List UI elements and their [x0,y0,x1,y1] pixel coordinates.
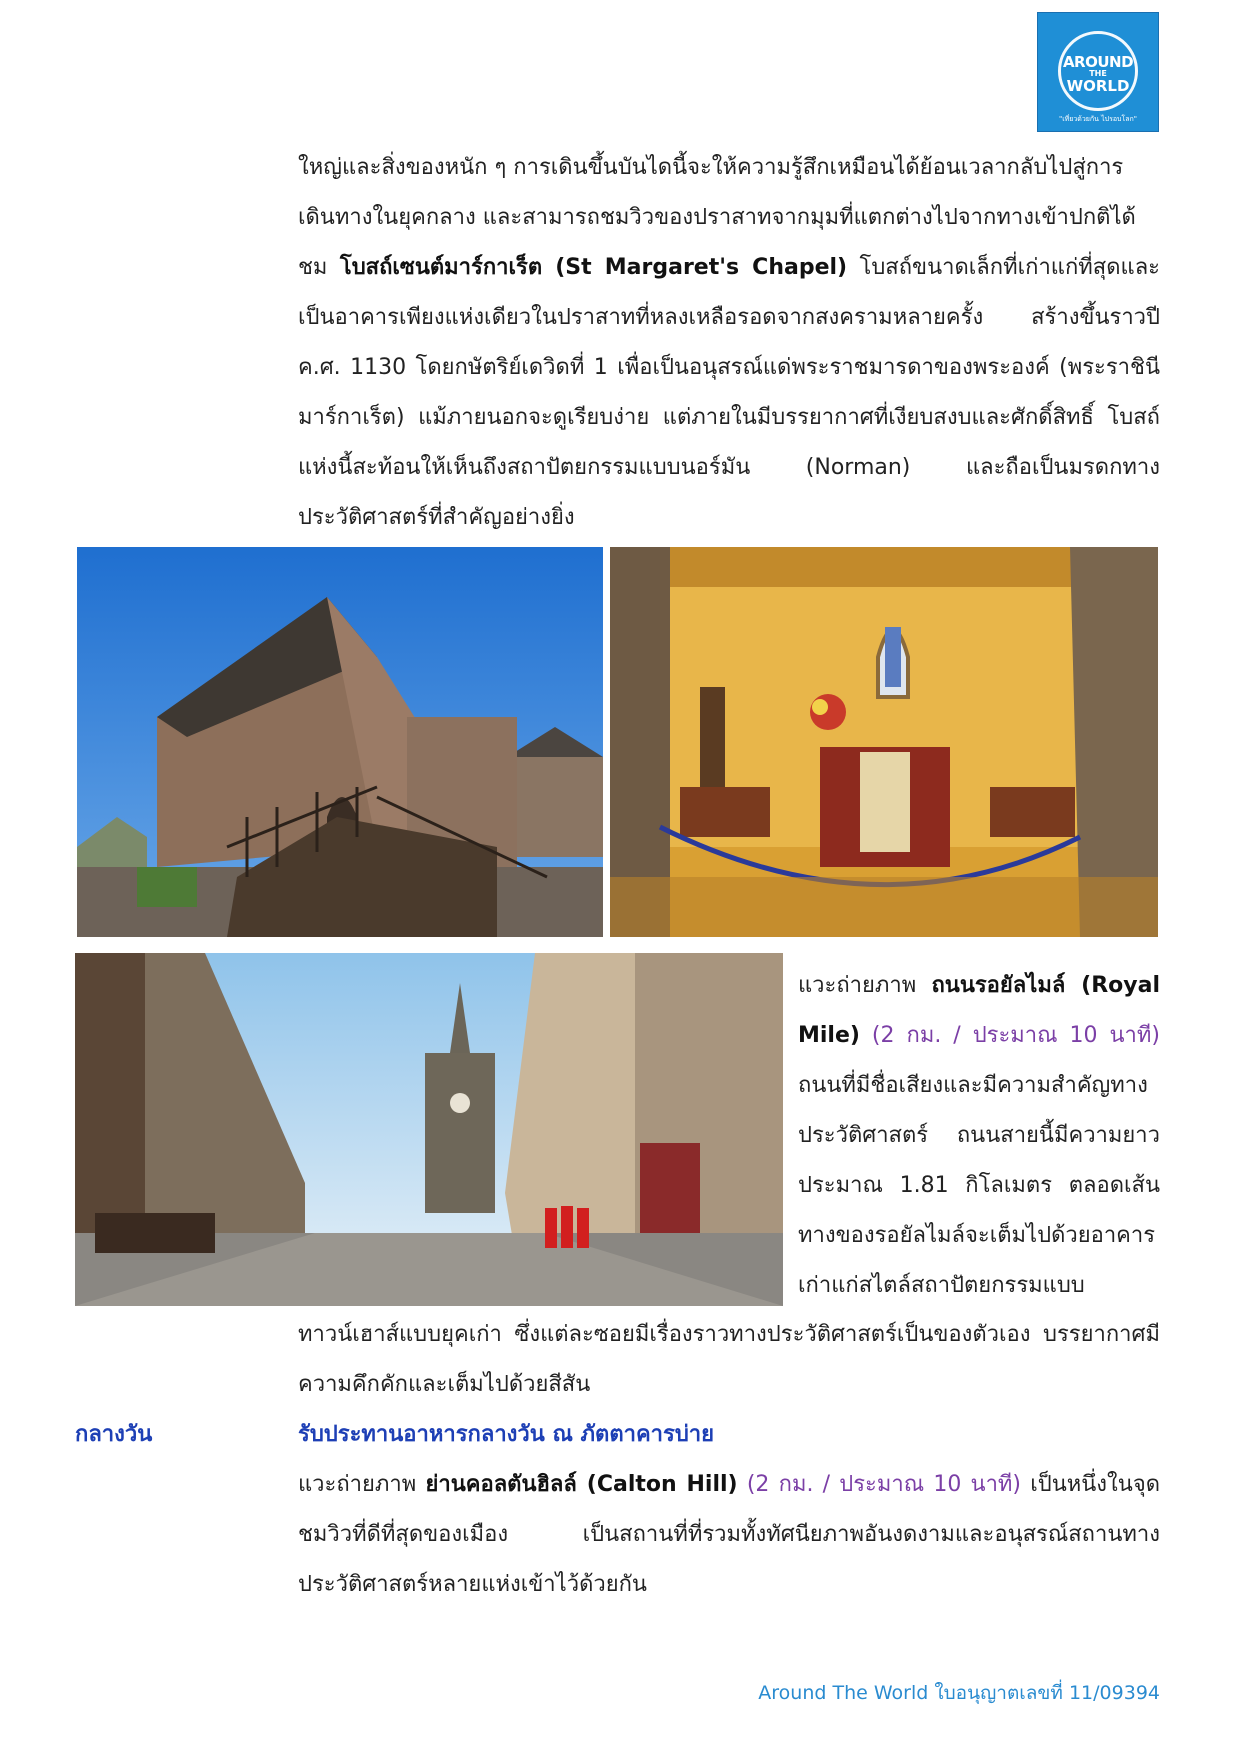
royal-mile-continuation: ทาวน์เฮาส์แบบยุคเก่า ซึ่งแต่ละซอยมีเรื่องราวทางประวัติศาสตร์เป็นของตัวเอง บรรยากาศมีความคึกคักและเต็มไปด้วยสีสัน [298,1322,1160,1397]
company-logo [1037,12,1159,132]
royal-mile-photo [75,953,783,1306]
calton-hill-distance: (2 กม. / ประมาณ 10 นาที) [737,1472,1022,1497]
royal-mile-description: ถนนที่มีชื่อเสียงและมีความสำคัญทางประวัติศาสตร์ ถนนสายนี้มีความยาวประมาณ 1.81 กิโลเมตร ตลอดเส้นทางของรอยัลไมล์จะเต็มไปด้วยอาคารเก่าแก่สไตล์สถาปัตยกรรมแบบ [798,1073,1160,1298]
logo-tagline: "เที่ยวด้วยกัน ไปรอบโลก" [1059,115,1137,123]
logo-text-around: AROUND [1062,53,1134,71]
lunch-label: กลางวัน [75,1422,153,1447]
intro-line-1: ใหญ่และสิ่งของหนัก ๆ การเดินขึ้นบันไดนี้จะให้ความรู้สึกเหมือนได้ย้อนเวลากลับไปสู่การ [298,155,1124,180]
lunch-text: รับประทานอาหารกลางวัน ณ ภัตตาคารบ่าย [298,1422,715,1447]
calton-hill-name: ย่านคอลตันฮิลล์ (Calton Hill) [425,1472,738,1497]
logo-text-world: WORLD [1066,77,1130,95]
logo-text-the: THE [1089,69,1107,78]
calton-hill-paragraph: แวะถ่ายภาพ ย่านคอลตันฮิลล์ (Calton Hill) (2 กม. / ประมาณ 10 นาที) เป็นหนึ่งในจุดชมวิวที่ดีที่สุดของเมือง เป็นสถานที่ที่รวมทั้งทัศนียภาพอันงดงามและอนุสรณ์สถานทางประวัติศาสตร์หลายแห่งเข้าไว้ด้วยกัน [298,1472,1161,1597]
footer-license: Around The World ใบอนุญาตเลขที่ 11/09394 [758,1682,1160,1704]
royal-mile-distance: (2 กม. / ประมาณ 10 นาที) [859,1023,1160,1048]
chapel-interior-photo [610,547,1158,937]
chapel-name: โบสถ์เซนต์มาร์กาเร็ต (St Margaret's Chapel) [339,255,848,280]
intro-paragraph [298,143,1160,243]
royal-mile-name: ถนนรอยัลไมล์ (Royal Mile) [798,973,1161,1048]
chapel-description: โบสถ์ขนาดเล็กที่เก่าแก่ที่สุดและเป็นอาคารเพียงแห่งเดียวในปราสาทที่หลงเหลือรอดจากสงครามหลายครั้ง สร้างขึ้นราวปี ค.ศ. 1130 โดยกษัตริย์เดวิดที่ 1 เพื่อเป็นอนุสรณ์แด่พระราชมารดาของพระองค์ (พระราชินีมาร์กาเร็ต) แม้ภายนอกจะดูเรียบง่าย แต่ภายในมีบรรยากาศที่เงียบสงบและศักดิ์สิทธิ์ โบสถ์แห่งนี้สะท้อนให้เห็นถึงสถาปัตยกรรมแบบนอร์มัน (Norman) และถือเป็นมรดกทางประวัติศาสตร์ที่สำคัญอย่างยิ่ง [298,255,1160,530]
royal-mile-paragraph: แวะถ่ายภาพ ถนนรอยัลไมล์ (Royal Mile) (2 กม. / ประมาณ 10 นาที) ถนนที่มีชื่อเสียงและมีความสำคัญทางประวัติศาสตร์ ถนนสายนี้มีความยาวประมาณ 1.81 กิโลเมตร ตลอดเส้นทางของรอยัลไมล์จะเต็มไปด้วยอาคารเก่าแก่สไตล์สถาปัตยกรรมแบบ [798,973,1161,1298]
intro-line-2: เดินทางในยุคกลาง และสามารถชมวิวของปราสาทจากมุมที่แตกต่างไปจากทางเข้าปกติได้ [298,205,1136,230]
chapel-exterior-photo [77,547,603,937]
calton-hill-description: เป็นหนึ่งในจุดชมวิวที่ดีที่สุดของเมือง เป็นสถานที่ที่รวมทั้งทัศนียภาพอันงดงามและอนุสรณ์สถานทางประวัติศาสตร์หลายแห่งเข้าไว้ด้วยกัน [298,1472,1161,1597]
chapel-paragraph: ชม โบสถ์เซนต์มาร์กาเร็ต (St Margaret's Chapel) โบสถ์ขนาดเล็กที่เก่าแก่ที่สุดและเป็นอาคารเพียงแห่งเดียวในปราสาทที่หลงเหลือรอดจากสงครามหลายครั้ง สร้างขึ้นราวปี ค.ศ. 1130 โดยกษัตริย์เดวิดที่ 1 เพื่อเป็นอนุสรณ์แด่พระราชมารดาของพระองค์ (พระราชินีมาร์กาเร็ต) แม้ภายนอกจะดูเรียบง่าย แต่ภายในมีบรรยากาศที่เงียบสงบและศักดิ์สิทธิ์ โบสถ์แห่งนี้สะท้อนให้เห็นถึงสถาปัตยกรรมแบบนอร์มัน (Norman) และถือเป็นมรดกทางประวัติศาสตร์ที่สำคัญอย่างยิ่ง [298,255,1160,530]
